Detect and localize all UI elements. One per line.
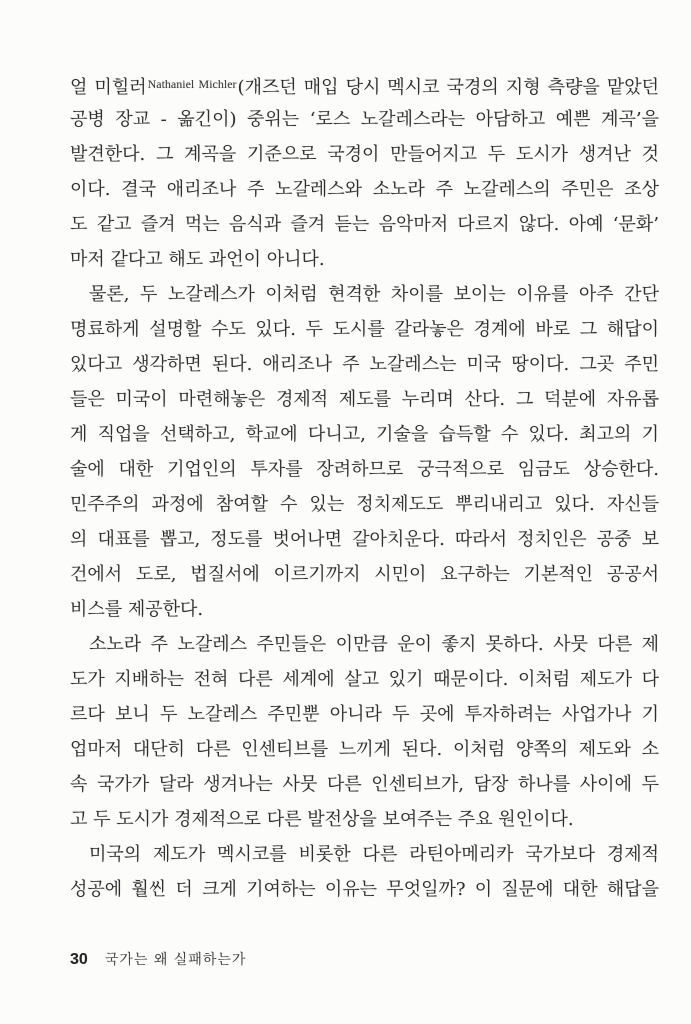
text-line: 건에서 도로, 법질서에 이르기까지 시민이 요구하는 기본적인 공공서 bbox=[70, 564, 659, 585]
text-line: 성공에 훨씬 더 크게 기여하는 이유는 무엇일까? 이 질문에 대한 해답을 bbox=[70, 879, 659, 900]
text-line: 도 같고 즐겨 먹는 음식과 즐겨 듣는 음악마저 다르지 않다. 아예 ‘문화’ bbox=[70, 214, 659, 235]
text-run: (개즈던 매입 당시 멕시코 국경의 지형 측량을 맡았던 bbox=[237, 77, 659, 98]
page-footer bbox=[70, 949, 659, 969]
text-line-paragraph-end: 비스를 제공한다. bbox=[70, 599, 204, 620]
text-line: 르다 보니 두 노갈레스 주민뿐 아니라 두 곳에 투자하려는 사업가나 기 bbox=[70, 704, 659, 725]
body-text bbox=[70, 67, 659, 907]
text-line bbox=[70, 67, 659, 102]
text-line: 게 직업을 선택하고, 학교에 다니고, 기술을 습득할 수 있다. 최고의 기 bbox=[70, 424, 659, 445]
text-line-paragraph-start: 물론, 두 노갈레스가 이처럼 현격한 차이를 보이는 이유를 아주 간단 bbox=[89, 284, 659, 305]
text-line: 발견한다. 그 계곡을 기준으로 국경이 만들어지고 두 도시가 생겨난 것 bbox=[70, 144, 659, 165]
text-line-paragraph-start: 미국의 제도가 멕시코를 비롯한 다른 라틴아메리카 국가보다 경제적 bbox=[89, 844, 659, 865]
text-line: 있다고 생각하면 된다. 애리조나 주 노갈레스는 미국 땅이다. 그곳 주민 bbox=[70, 354, 659, 375]
text-line-paragraph-end: 고 두 도시가 경제적으로 다른 발전상을 보여주는 주요 원인이다. bbox=[70, 809, 574, 830]
text-line: 속 국가가 달라 생겨나는 사뭇 다른 인센티브가, 담장 하나를 사이에 두 bbox=[70, 774, 659, 795]
text-run: 얼 미힐러 bbox=[70, 77, 147, 98]
text-line: 술에 대한 기업인의 투자를 장려하므로 궁극적으로 임금도 상승한다. bbox=[70, 459, 659, 480]
text-line-paragraph-end: 마저 같다고 해도 과언이 아니다. bbox=[70, 249, 325, 270]
text-line: 의 대표를 뽑고, 정도를 벗어나면 갈아치운다. 따라서 정치인은 공중 보 bbox=[70, 529, 659, 550]
text-line: 공병 장교 - 옮긴이) 중위는 ‘로스 노갈레스라는 아담하고 예쁜 계곡’을 bbox=[70, 109, 659, 130]
text-line: 민주주의 과정에 참여할 수 있는 정치제도도 뿌리내리고 있다. 자신들 bbox=[70, 494, 659, 515]
romanized-name-superscript: Nathaniel Michler bbox=[147, 77, 237, 91]
page-number: 30 bbox=[70, 951, 88, 968]
text-line: 도가 지배하는 전혀 다른 세계에 살고 있기 때문이다. 이처럼 제도가 다 bbox=[70, 669, 659, 690]
text-line: 업마저 대단히 다른 인센티브를 느끼게 된다. 이처럼 양쪽의 제도와 소 bbox=[70, 739, 659, 760]
text-line: 들은 미국이 마련해놓은 경제적 제도를 누리며 산다. 그 덕분에 자유롭 bbox=[70, 389, 659, 410]
text-line: 명료하게 설명할 수도 있다. 두 도시를 갈라놓은 경계에 바로 그 해답이 bbox=[70, 319, 659, 340]
running-title: 국가는 왜 실패하는가 bbox=[104, 952, 247, 968]
text-line-paragraph-start: 소노라 주 노갈레스 주민들은 이만큼 운이 좋지 못하다. 사뭇 다른 제 bbox=[89, 634, 659, 655]
text-line: 이다. 결국 애리조나 주 노갈레스와 소노라 주 노갈레스의 주민은 조상 bbox=[70, 179, 659, 200]
